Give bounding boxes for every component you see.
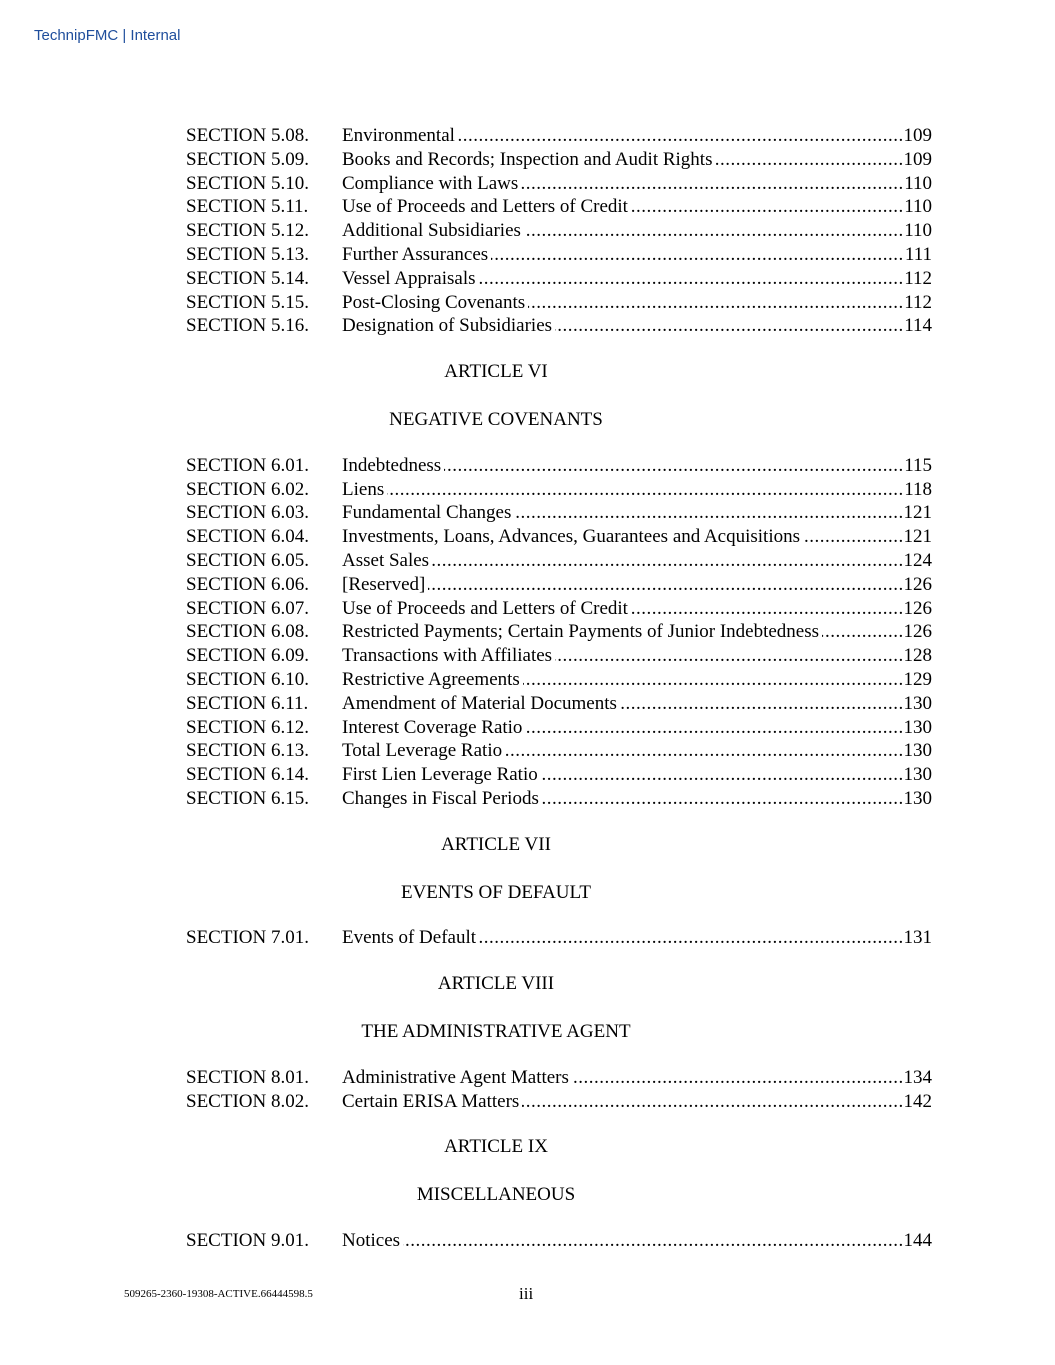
section-number: SECTION 5.12.: [186, 220, 309, 242]
document-id: 509265-2360-19308-ACTIVE.66444598.5: [124, 1288, 313, 1300]
section-number: SECTION 6.02.: [186, 478, 309, 500]
section-title-with-leader: [342, 124, 903, 148]
toc-entry: [186, 454, 932, 478]
toc-entry: [186, 787, 932, 811]
section-title: Certain ERISA Matters: [342, 1091, 522, 1112]
toc-entry: [186, 501, 932, 525]
section-title-with-leader: [342, 525, 903, 549]
section-title: Changes in Fiscal Periods: [342, 788, 542, 809]
toc-entry: [186, 314, 932, 338]
section-page-number: 109: [903, 148, 932, 170]
toc-entry: [186, 195, 932, 219]
table-of-contents: [186, 124, 932, 1253]
section-title: Additional Subsidiaries: [342, 220, 524, 241]
section-page-number: 128: [903, 645, 932, 667]
article-block: [186, 972, 932, 1113]
section-number: SECTION 6.01.: [186, 454, 309, 476]
section-number: SECTION 7.01.: [186, 927, 309, 949]
section-title: Total Leverage Ratio: [342, 740, 505, 761]
section-title: Designation of Subsidiaries: [342, 315, 555, 336]
section-page-number: 109: [903, 125, 932, 146]
section-page-number: 134: [903, 1066, 932, 1088]
section-title: Use of Proceeds and Letters of Credit: [342, 598, 631, 619]
section-number: SECTION 6.15.: [186, 787, 309, 809]
section-title-with-leader: [342, 692, 903, 716]
section-title-with-leader: [342, 243, 904, 267]
section-number: SECTION 6.11.: [186, 692, 309, 714]
section-title: Notices: [342, 1230, 403, 1251]
section-number: SECTION 5.16.: [186, 315, 309, 337]
article-block: [186, 833, 932, 950]
section-title-with-leader: [342, 478, 903, 502]
classification-label: TechnipFMC | Internal: [34, 27, 181, 44]
article-number-heading: ARTICLE IX: [444, 1136, 548, 1158]
toc-entry: [186, 1229, 932, 1253]
section-title-with-leader: [342, 620, 903, 644]
section-title: First Lien Leverage Ratio: [342, 764, 541, 785]
toc-entry: [186, 1066, 932, 1090]
section-page-number: 115: [904, 454, 932, 476]
section-title: Administrative Agent Matters: [342, 1067, 572, 1088]
section-number: SECTION 9.01.: [186, 1229, 309, 1251]
section-title: Interest Coverage Ratio: [342, 717, 525, 738]
section-title: Restrictive Agreements: [342, 669, 523, 690]
section-number: SECTION 6.14.: [186, 764, 309, 786]
section-title-with-leader: [342, 148, 903, 172]
section-number: SECTION 6.03.: [186, 502, 309, 524]
section-page-number: 121: [903, 502, 932, 524]
section-title: Use of Proceeds and Letters of Credit: [342, 196, 631, 217]
section-number: SECTION 5.08.: [186, 125, 309, 146]
toc-entry: [186, 692, 932, 716]
toc-entry: [186, 573, 932, 597]
article-title-heading: NEGATIVE COVENANTS: [389, 408, 603, 430]
section-title-with-leader: [342, 549, 903, 573]
section-page-number: 129: [903, 668, 932, 690]
section-title: Books and Records; Inspection and Audit Rights: [342, 149, 715, 170]
toc-entry: [186, 716, 932, 740]
toc-entry: [186, 620, 932, 644]
section-number: SECTION 6.08.: [186, 621, 309, 643]
section-page-number: 110: [904, 172, 932, 194]
section-number: SECTION 6.12.: [186, 716, 309, 738]
section-page-number: 126: [903, 573, 932, 595]
section-page-number: 126: [903, 597, 932, 619]
section-number: SECTION 8.01.: [186, 1066, 309, 1088]
section-page-number: 130: [903, 787, 932, 809]
section-page-number: 111: [904, 243, 932, 265]
section-title-with-leader: [342, 454, 903, 478]
section-page-number: 144: [903, 1229, 932, 1251]
section-title: Post-Closing Covenants: [342, 292, 528, 313]
section-title-with-leader: [342, 739, 903, 763]
section-title: Amendment of Material Documents: [342, 693, 620, 714]
section-page-number: 118: [904, 478, 932, 500]
section-title-with-leader: [342, 219, 903, 243]
section-number: SECTION 5.13.: [186, 243, 309, 265]
section-page-number: 131: [903, 927, 932, 949]
section-title-with-leader: [342, 573, 903, 597]
section-title-with-leader: [342, 291, 903, 315]
article-title-heading: MISCELLANEOUS: [416, 1184, 576, 1206]
article-number-heading: ARTICLE VIII: [437, 973, 555, 995]
section-title: Fundamental Changes: [342, 502, 514, 523]
section-title: [Reserved]: [342, 574, 428, 595]
section-page-number: 130: [903, 740, 932, 762]
section-number: SECTION 6.05.: [186, 549, 309, 571]
toc-entry: [186, 549, 932, 573]
article-block: [186, 1135, 932, 1252]
toc-entry: [186, 124, 932, 148]
toc-entry: [186, 668, 932, 692]
toc-entry: [186, 525, 932, 549]
section-number: SECTION 6.09.: [186, 645, 309, 667]
section-number: SECTION 6.07.: [186, 597, 309, 619]
toc-entry: [186, 243, 932, 267]
section-title: Indebtedness: [342, 455, 444, 476]
toc-entry: [186, 1090, 932, 1114]
section-number: SECTION 5.14.: [186, 267, 309, 289]
section-title-with-leader: [342, 1066, 903, 1090]
article-block: [186, 360, 932, 811]
toc-entry: [186, 267, 932, 291]
section-number: SECTION 5.10.: [186, 172, 309, 194]
section-page-number: 130: [903, 716, 932, 738]
section-title: Environmental: [342, 125, 458, 146]
section-page-number: 130: [903, 764, 932, 786]
section-title: Investments, Loans, Advances, Guarantees and Acquisitions: [342, 526, 803, 547]
article5-section-list: [186, 124, 932, 338]
toc-entry: [186, 739, 932, 763]
section-page-number: 110: [904, 196, 932, 218]
section-number: SECTION 6.13.: [186, 740, 309, 762]
section-page-number: 114: [904, 315, 932, 337]
section-number: SECTION 6.10.: [186, 668, 309, 690]
toc-entry: [186, 478, 932, 502]
section-page-number: 124: [903, 549, 932, 571]
section-page-number: 126: [903, 621, 932, 643]
section-title-with-leader: [342, 668, 903, 692]
article-number-heading: ARTICLE VII: [441, 833, 551, 855]
section-title: Vessel Appraisals: [342, 268, 479, 289]
section-title: Transactions with Affiliates: [342, 645, 555, 666]
toc-entry: [186, 219, 932, 243]
toc-entry: [186, 291, 932, 315]
section-number: SECTION 5.09.: [186, 148, 309, 170]
section-number: SECTION 5.15.: [186, 291, 309, 313]
section-title-with-leader: [342, 501, 903, 525]
section-title: Restricted Payments; Certain Payments of Junior Indebtedness: [342, 621, 822, 642]
section-title-with-leader: [342, 644, 903, 668]
section-title-with-leader: [342, 172, 903, 196]
section-title-with-leader: [342, 787, 903, 811]
section-title: Asset Sales: [342, 550, 432, 571]
section-page-number: 130: [903, 692, 932, 714]
article-number-heading: ARTICLE VI: [444, 361, 548, 383]
section-title-with-leader: [342, 267, 903, 291]
toc-entry: [186, 148, 932, 172]
section-number: SECTION 8.02.: [186, 1090, 309, 1112]
section-number: SECTION 6.06.: [186, 573, 309, 595]
article-title-heading: EVENTS OF DEFAULT: [400, 881, 591, 903]
section-page-number: 112: [904, 267, 932, 289]
section-title: Further Assurances: [342, 244, 491, 265]
section-title: Events of Default: [342, 927, 479, 948]
section-title: Compliance with Laws: [342, 173, 521, 194]
section-page-number: 142: [903, 1090, 932, 1112]
section-page-number: 112: [904, 291, 932, 313]
section-title-with-leader: [342, 763, 903, 787]
toc-entry: [186, 926, 932, 950]
section-title-with-leader: [342, 926, 903, 950]
section-title-with-leader: [342, 597, 903, 621]
toc-entry: [186, 172, 932, 196]
toc-entry: [186, 763, 932, 787]
section-number: SECTION 6.04.: [186, 526, 309, 548]
section-title-with-leader: [342, 314, 903, 338]
section-page-number: 121: [903, 526, 932, 548]
section-title: Liens: [342, 479, 387, 500]
section-title-with-leader: [342, 1229, 903, 1253]
section-title-with-leader: [342, 195, 903, 219]
section-page-number: 110: [904, 220, 932, 242]
toc-entry: [186, 597, 932, 621]
section-number: SECTION 5.11.: [186, 196, 309, 218]
toc-entry: [186, 644, 932, 668]
page-number: iii: [519, 1284, 534, 1303]
article-list: [186, 360, 932, 1253]
article-title-heading: THE ADMINISTRATIVE AGENT: [361, 1020, 631, 1042]
section-title-with-leader: [342, 716, 903, 740]
section-title-with-leader: [342, 1090, 903, 1114]
